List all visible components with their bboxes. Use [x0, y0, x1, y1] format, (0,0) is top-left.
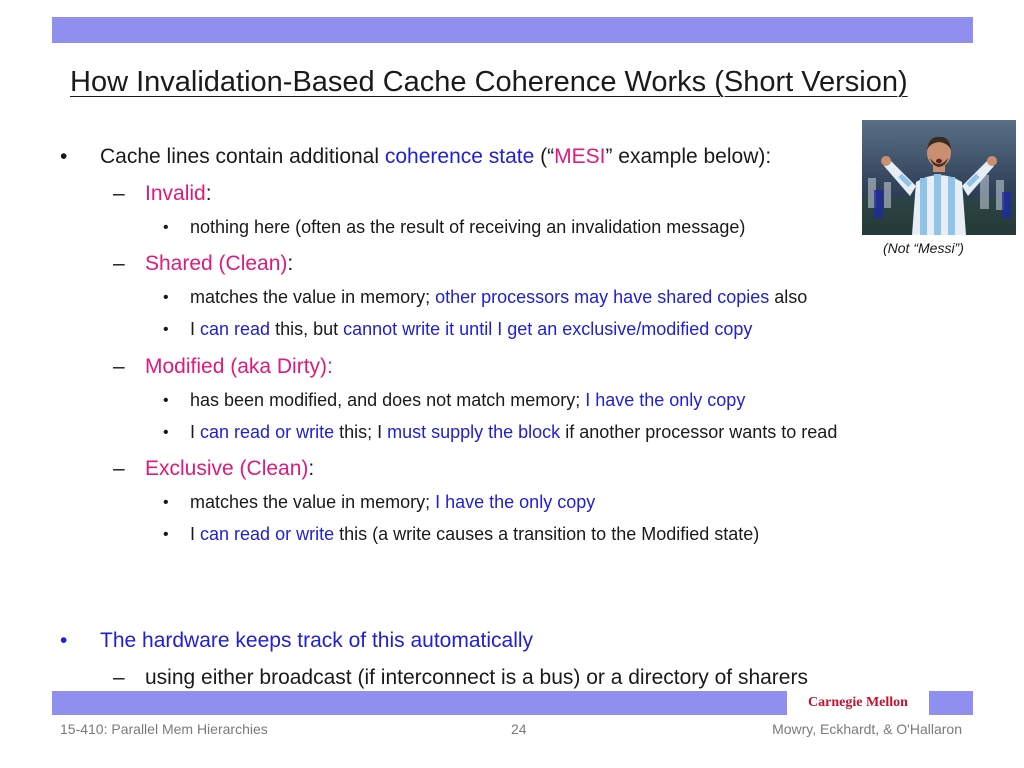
mesi-term: MESI: [554, 145, 606, 168]
text: :: [308, 457, 315, 480]
invalid-item: nothing here (often as the result of receiving an invalidation message): [190, 217, 746, 237]
bullet-marker: •: [163, 289, 169, 306]
text: this; I: [334, 422, 388, 442]
text: :: [205, 182, 212, 205]
player-photo: [862, 120, 1016, 235]
bullet-marker: •: [60, 629, 68, 652]
text: has been modified, and does not match memory;: [190, 390, 586, 410]
slide-title: How Invalidation-Based Cache Coherence Works (Short Version): [70, 66, 908, 98]
broadcast-directory-item: using either broadcast (if interconnect is a bus) or a directory of sharers: [145, 666, 808, 689]
bullet-marker: •: [163, 392, 169, 409]
highlight: must supply the block: [387, 422, 561, 442]
text: if another processor wants to read: [560, 422, 838, 442]
highlight: cannot write it until I get an exclusive/modified copy: [343, 319, 753, 339]
modified-item: [190, 390, 745, 411]
exclusive-item: [190, 492, 595, 513]
dash-marker: –: [113, 457, 125, 480]
text: I: [190, 319, 201, 339]
highlight: can read: [200, 319, 271, 339]
dash-marker: –: [113, 666, 125, 689]
authors-label: Mowry, Eckhardt, & O'Hallaron: [772, 721, 962, 737]
coherence-state-term: coherence state: [384, 145, 535, 168]
carnegie-mellon-wordmark: Carnegie Mellon: [808, 695, 908, 710]
modified-item: [190, 422, 837, 443]
invalid-heading: [145, 182, 212, 206]
highlight: I have the only copy: [435, 492, 596, 512]
bullet-marker: •: [163, 526, 169, 543]
bullet-marker: •: [163, 424, 169, 441]
carnegie-mellon-logo: [787, 691, 929, 715]
page-number: 24: [511, 721, 527, 737]
highlight: other processors may have shared copies: [435, 287, 770, 307]
bullet-marker: •: [163, 219, 169, 236]
bullet-cache-lines: [100, 145, 771, 169]
bullet-hardware: The hardware keeps track of this automatically: [100, 629, 534, 652]
photo-caption: (Not “Messi”): [883, 240, 964, 256]
text: matches the value in memory;: [190, 287, 436, 307]
bullet-marker: •: [163, 321, 169, 338]
exclusive-heading: [145, 457, 314, 481]
shared-heading: [145, 252, 293, 276]
shared-item: [190, 287, 807, 308]
bullet-marker: •: [60, 145, 68, 168]
top-accent-bar: [52, 17, 973, 43]
text: :: [287, 252, 294, 275]
dash-marker: –: [113, 355, 125, 378]
exclusive-item: [190, 524, 759, 545]
text: this (a write causes a transition to the Modified state): [334, 524, 760, 544]
shared-item: [190, 319, 752, 340]
text: this, but: [270, 319, 344, 339]
text: matches the value in memory;: [190, 492, 436, 512]
bullet-marker: •: [163, 494, 169, 511]
text: I: [190, 422, 201, 442]
exclusive-label: Exclusive (Clean): [145, 457, 309, 480]
highlight: can read or write: [200, 524, 335, 544]
dash-marker: –: [113, 252, 125, 275]
highlight: can read or write: [200, 422, 335, 442]
text: Cache lines contain additional: [100, 145, 385, 168]
text: also: [769, 287, 808, 307]
text: I: [190, 524, 201, 544]
shared-label: Shared (Clean): [145, 252, 288, 275]
text: ” example below):: [605, 145, 772, 168]
text: (“: [534, 145, 555, 168]
player-photo-illustration: [862, 120, 1016, 235]
invalid-label: Invalid: [145, 182, 206, 205]
course-label: 15-410: Parallel Mem Hierarchies: [60, 721, 268, 737]
highlight: I have the only copy: [585, 390, 746, 410]
dash-marker: –: [113, 182, 125, 205]
modified-label: Modified (aka Dirty):: [145, 355, 333, 378]
